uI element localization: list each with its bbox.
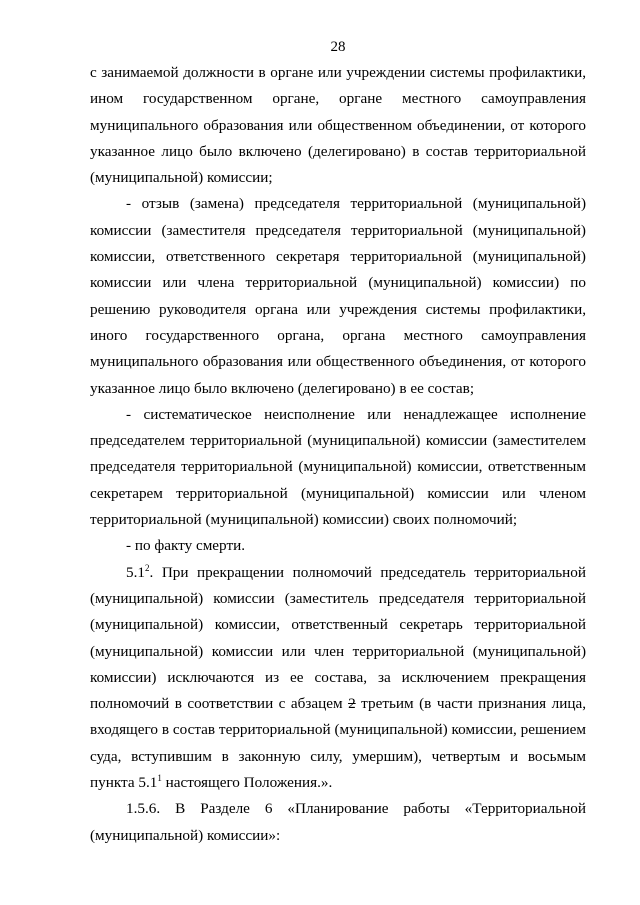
- paragraph-4: - по факту смерти.: [126, 537, 246, 555]
- reference-superscript: 1: [157, 772, 162, 783]
- paragraph-3: - систематическое неисполнение или ненадлежащее исполнение председателем территориальной (муниципальной) комиссии (заместителем председателя территориальной (муниципальной) комиссии, ответственным секретарем территориальной (муниципальной) комиссии или членом территориальной (муниципальной) комиссии) своих полномочий;: [90, 405, 586, 529]
- paragraph-1: с занимаемой должности в органе или учреждении системы профилактики, ином государственном органе, органе местного самоуправления муниципального образования или общественном объединении, от которого указанное лицо было включено (делегировано) в состав территориальной (муниципальной) комиссии;: [90, 64, 586, 187]
- page-number: 28: [330, 39, 346, 55]
- struck-text: 2: [348, 695, 356, 713]
- paragraph-6: 1.5.6. В Разделе 6 «Планирование работы «Территориальной (муниципальной) комиссии»:: [90, 800, 586, 844]
- paragraph-5-text-b: третьим (в части признания лица, входящего в состав территориальной (муниципальной) комиссии, решением суда, вступившим в законную силу, умершим), четвертым и восьмым пункта 5.1: [90, 695, 586, 792]
- clause-superscript: 2: [144, 562, 150, 573]
- clause-number: 5.1: [126, 563, 145, 581]
- paragraph-5-text-a: . При прекращении полномочий председатель территориальной (муниципальной) комиссии (заместитель председателя территориальной (муниципальной) комиссии, ответственный секретарь территориальной (муниципальной) комиссии или член территориальной (муниципальной) комиссии) исключаются из ее состава, за исключением прекращения полномочий в соответствии с абзацем: [90, 563, 586, 713]
- paragraph-5: [90, 560, 586, 797]
- paragraph-5-text-c: настоящего Положения.».: [161, 774, 333, 792]
- paragraph-2: - отзыв (замена) председателя территориальной (муниципальной) комиссии (заместителя председателя территориальной (муниципальной) комиссии, ответственного секретаря территориальной (муниципальной) комиссии или члена территориальной (муниципальной) комиссии) по решению руководителя органа или учреждения системы профилактики, иного государственного органа, органа местного самоуправления муниципального образования или общественного объединения, от которого указанное лицо было включено (делегировано) в ее состав;: [90, 195, 586, 397]
